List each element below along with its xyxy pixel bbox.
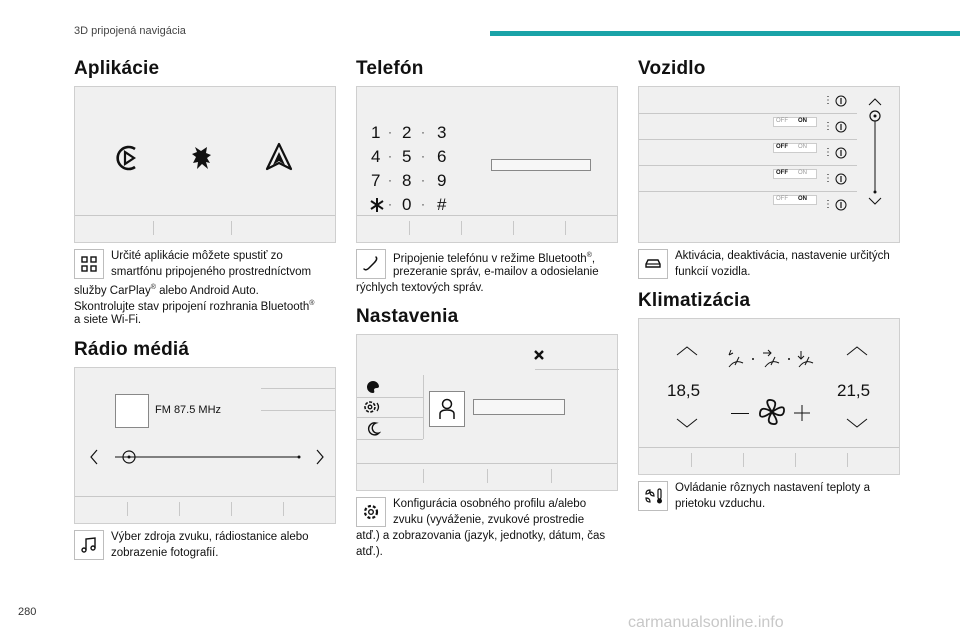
climate-icon-box bbox=[638, 481, 668, 511]
radio-heading: Rádio médiá bbox=[74, 339, 190, 360]
vehicle-heading: Vozidlo bbox=[638, 58, 706, 79]
tab-divider bbox=[423, 469, 424, 483]
running-header: 3D pripojená navigácia bbox=[74, 25, 186, 37]
screen-divider bbox=[639, 447, 899, 448]
tab-divider bbox=[283, 502, 284, 516]
keypad-key: 4 bbox=[371, 147, 381, 166]
screen-divider bbox=[75, 215, 335, 216]
keypad-separator: · bbox=[388, 173, 392, 187]
keypad-separator: · bbox=[421, 149, 425, 163]
keypad-separator: · bbox=[388, 125, 392, 139]
list-divider bbox=[261, 410, 335, 411]
climate-control-icon bbox=[644, 487, 664, 505]
more-options-icon: ⋮ bbox=[823, 95, 833, 106]
frequency-slider bbox=[89, 448, 325, 466]
climate-screen bbox=[638, 318, 900, 475]
palette-icon bbox=[365, 379, 381, 395]
settings-heading: Nastavenia bbox=[356, 306, 459, 327]
user-icon bbox=[438, 398, 456, 420]
tab-divider bbox=[551, 469, 552, 483]
screen-divider bbox=[75, 496, 335, 497]
list-divider bbox=[639, 191, 857, 192]
apps-desc-line: Určité aplikácie môžete spustiť zo bbox=[111, 250, 283, 262]
settings-desc-line: Konfigurácia osobného profilu a/alebo bbox=[393, 498, 587, 510]
tab-divider bbox=[409, 221, 410, 235]
airflow-direction-icons bbox=[725, 347, 821, 369]
keypad-separator: · bbox=[421, 173, 425, 187]
list-divider bbox=[357, 397, 423, 398]
minus-icon bbox=[731, 413, 749, 414]
android-auto-icon bbox=[263, 141, 295, 173]
profile-avatar bbox=[429, 391, 465, 427]
info-icon bbox=[835, 199, 847, 211]
keypad-key: 5 bbox=[402, 147, 412, 166]
temperature-left: 18,5 bbox=[667, 381, 701, 400]
keypad-key: 6 bbox=[437, 147, 447, 166]
list-divider bbox=[639, 165, 857, 166]
asterisk-key-icon bbox=[369, 197, 385, 213]
tab-divider bbox=[513, 221, 514, 235]
keypad-separator: · bbox=[388, 197, 392, 211]
phone-desc-line: Pripojenie telefónu v režime Bluetooth®, bbox=[393, 252, 596, 265]
screen-divider bbox=[357, 215, 617, 216]
radio-desc-line: zobrazenie fotografií. bbox=[111, 547, 219, 559]
apps-desc-line: a siete Wi-Fi. bbox=[74, 314, 142, 326]
settings-desc-line: atď.). bbox=[356, 546, 383, 558]
phone-desc-line: rýchlych textových správ. bbox=[356, 282, 484, 294]
page-number: 280 bbox=[18, 606, 37, 618]
tab-divider bbox=[565, 221, 566, 235]
tab-divider bbox=[461, 221, 462, 235]
more-options-icon: ⋮ bbox=[823, 199, 833, 210]
radio-desc-line: Výber zdroja zvuku, rádiostanice alebo bbox=[111, 531, 309, 543]
toggle-switch: OFF ON bbox=[773, 195, 817, 205]
watermark: carmanualsonline.info bbox=[628, 614, 784, 631]
tab-divider bbox=[153, 221, 154, 235]
tab-divider bbox=[691, 453, 692, 467]
vehicle-icon-box bbox=[638, 249, 668, 279]
radio-station: FM 87.5 MHz bbox=[155, 404, 222, 416]
settings-screen bbox=[356, 334, 618, 491]
phone-heading: Telefón bbox=[356, 58, 424, 79]
settings-icon-box bbox=[356, 497, 386, 527]
close-icon bbox=[533, 349, 545, 361]
keypad-key: # bbox=[437, 195, 447, 214]
scrollbar bbox=[863, 95, 887, 207]
header-accent-bar bbox=[490, 31, 960, 36]
profile-name-field bbox=[473, 399, 565, 415]
list-divider bbox=[535, 369, 619, 370]
apps-icon-box bbox=[74, 249, 104, 279]
settings-desc-line: zvuku (vyváženie, zvukové prostredie bbox=[393, 514, 585, 526]
keypad-separator: · bbox=[421, 125, 425, 139]
list-divider bbox=[261, 388, 335, 389]
music-note-icon bbox=[80, 536, 98, 554]
apps-desc-line: Skontrolujte stav pripojení rozhrania Bluetooth® bbox=[74, 300, 315, 313]
tab-divider bbox=[127, 502, 128, 516]
keypad-key: 8 bbox=[402, 171, 412, 190]
more-options-icon: ⋮ bbox=[823, 147, 833, 158]
apps-desc-line: smartfónu pripojeného prostredníctvom bbox=[111, 266, 312, 278]
keypad-separator: · bbox=[421, 197, 425, 211]
tab-divider bbox=[231, 221, 232, 235]
panel-divider bbox=[423, 375, 424, 439]
climate-desc-line: Ovládanie rôznych nastavení teploty a bbox=[675, 482, 870, 494]
tab-divider bbox=[743, 453, 744, 467]
toggle-switch: OFF ON bbox=[773, 143, 817, 153]
info-icon bbox=[835, 121, 847, 133]
toggle-switch: OFF ON bbox=[773, 169, 817, 179]
plus-icon bbox=[793, 404, 811, 422]
list-divider bbox=[639, 139, 857, 140]
list-divider bbox=[357, 417, 423, 418]
tab-divider bbox=[487, 469, 488, 483]
keypad-key: 1 bbox=[371, 123, 381, 142]
number-input-field bbox=[491, 159, 591, 171]
apps-screen bbox=[74, 86, 336, 243]
chevron-up-icon bbox=[845, 345, 869, 357]
phone-icon-box bbox=[356, 249, 386, 279]
album-art-placeholder bbox=[115, 394, 149, 428]
info-icon bbox=[835, 173, 847, 185]
tab-divider bbox=[847, 453, 848, 467]
more-options-icon: ⋮ bbox=[823, 121, 833, 132]
phone-screen bbox=[356, 86, 618, 243]
chevron-up-icon bbox=[675, 345, 699, 357]
keypad-separator: · bbox=[388, 149, 392, 163]
radio-screen bbox=[74, 367, 336, 524]
keypad-key: 9 bbox=[437, 171, 447, 190]
screen-divider bbox=[357, 463, 617, 464]
settings-desc-line: atď.) a zobrazovania (jazyk, jednotky, dátum, čas bbox=[356, 530, 606, 542]
toggle-switch: OFF ON bbox=[773, 117, 817, 127]
carplay-icon bbox=[113, 143, 143, 173]
info-icon bbox=[835, 95, 847, 107]
vehicle-screen bbox=[638, 86, 900, 243]
moon-icon bbox=[365, 421, 381, 437]
fan-icon bbox=[757, 397, 787, 427]
tab-divider bbox=[179, 502, 180, 516]
keypad-key: 7 bbox=[371, 171, 381, 190]
keypad-key: 2 bbox=[402, 123, 412, 142]
radio-icon-box bbox=[74, 530, 104, 560]
list-divider bbox=[639, 113, 857, 114]
phone-handset-icon bbox=[362, 255, 380, 273]
keypad-key: 3 bbox=[437, 123, 447, 142]
info-icon bbox=[835, 147, 847, 159]
gear-icon bbox=[362, 503, 380, 521]
tab-divider bbox=[795, 453, 796, 467]
vehicle-desc-line: funkcií vozidla. bbox=[675, 266, 751, 278]
chevron-down-icon bbox=[845, 417, 869, 429]
phone-desc-line: prezeranie správ, e-mailov a odosielanie bbox=[393, 266, 599, 278]
vehicle-desc-line: Aktivácia, deaktivácia, nastavenie určitých bbox=[675, 250, 890, 262]
chevron-down-icon bbox=[675, 417, 699, 429]
apps-grid-icon bbox=[80, 255, 98, 273]
apps-desc-line: služby CarPlay® alebo Android Auto. bbox=[74, 284, 259, 297]
sound-settings-icon bbox=[363, 399, 383, 415]
temperature-right: 21,5 bbox=[837, 381, 871, 400]
list-divider bbox=[357, 439, 423, 440]
keypad-key: 0 bbox=[402, 195, 412, 214]
brand-lion-icon bbox=[187, 143, 217, 173]
apps-heading: Aplikácie bbox=[74, 58, 160, 79]
climate-desc-line: prietoku vzduchu. bbox=[675, 498, 766, 510]
climate-heading: Klimatizácia bbox=[638, 290, 751, 311]
more-options-icon: ⋮ bbox=[823, 173, 833, 184]
tab-divider bbox=[231, 502, 232, 516]
car-icon bbox=[644, 255, 662, 273]
